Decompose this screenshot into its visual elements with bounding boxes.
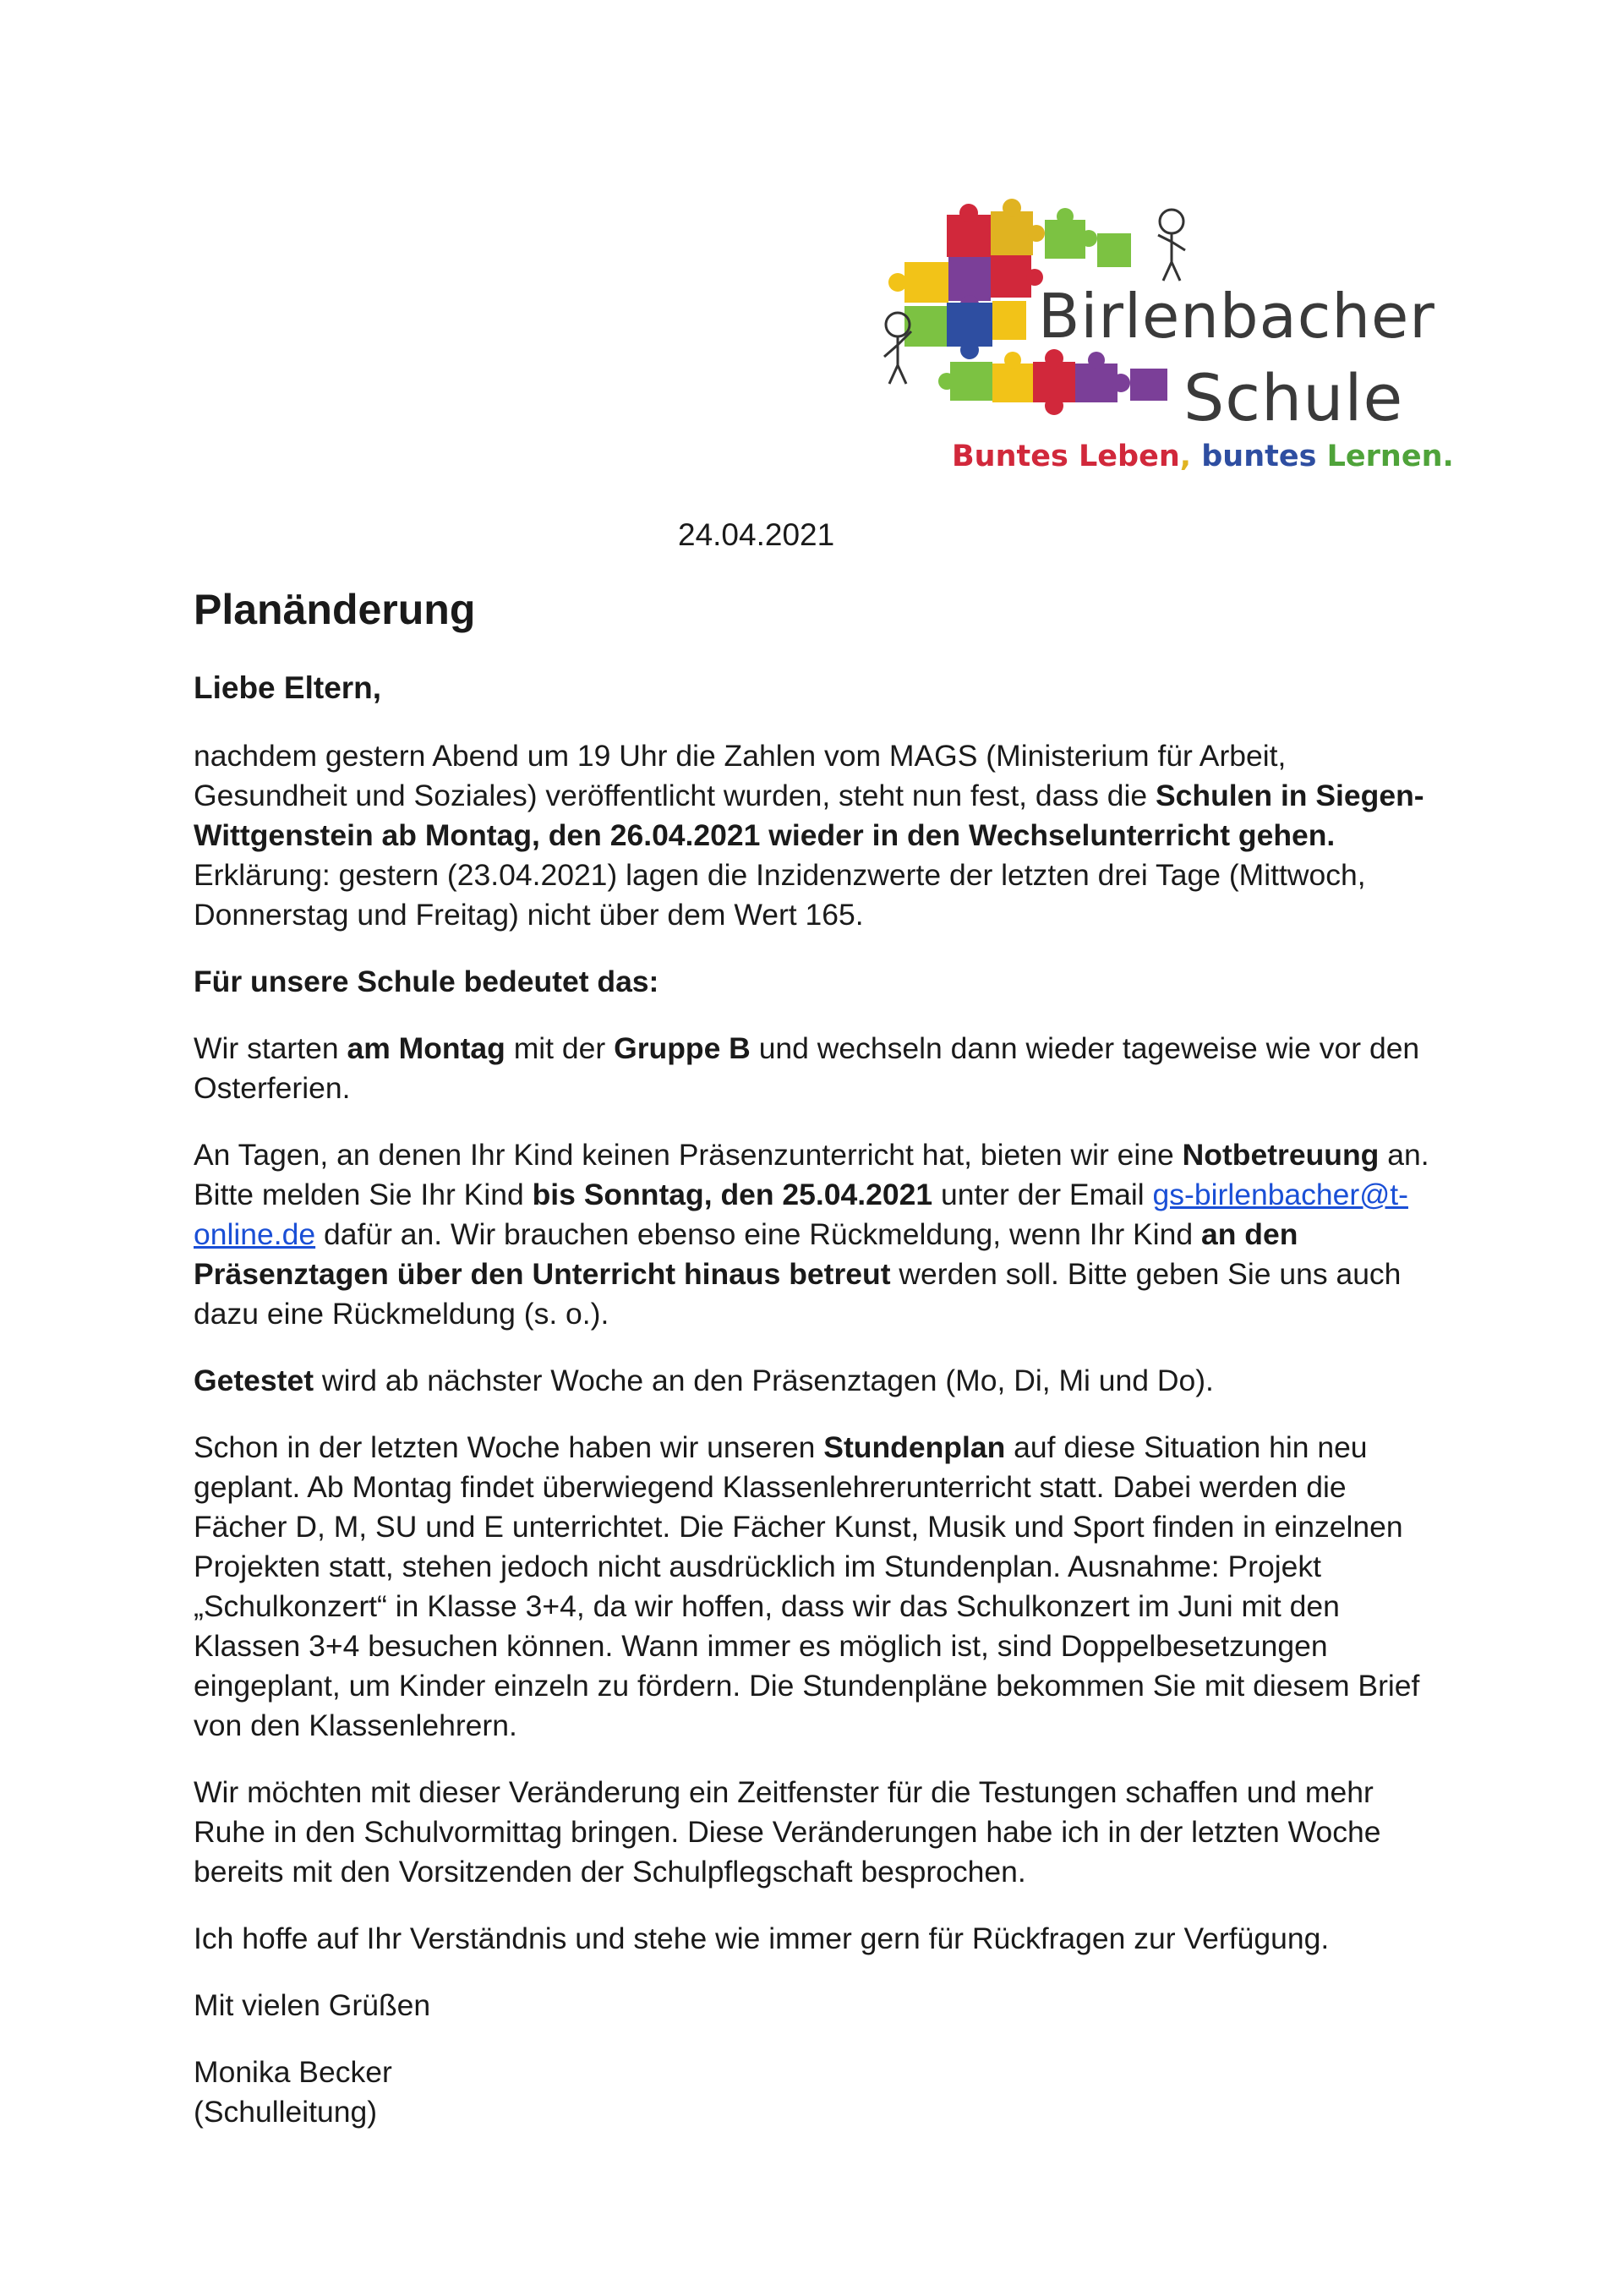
paragraph-bold-text: Getestet (194, 1364, 314, 1397)
letter-body (194, 668, 1445, 2132)
stick-figure-right (1158, 210, 1185, 281)
paragraph-bold-text: am Montag (347, 1031, 505, 1065)
paragraph-time-window: Wir möchten mit dieser Veränderung ein Zeitfenster für die Testungen schaffen und mehr Ruhe in den Schulvormittag bringen. Diese Veränderungen habe ich in der letzten Woche bereits mit den Vorsitzenden der Schulpflegschaft besprochen. (194, 1775, 1381, 1889)
paragraph-timetable (194, 1428, 1445, 1746)
school-logo (879, 196, 1454, 484)
paragraph-bold-text: Gruppe B (614, 1031, 751, 1065)
paragraph-testing (194, 1361, 1445, 1401)
paragraph-subheading (194, 962, 1445, 1002)
paragraph-text: an. Bitte melden Sie Ihr Kind (194, 1138, 1429, 1211)
letter-date: 24.04.2021 (678, 517, 835, 552)
letter-title: Planänderung (194, 586, 476, 633)
paragraph-understanding: Ich hoffe auf Ihr Verständnis und stehe wie immer gern für Rückfragen zur Verfügung. (194, 1922, 1330, 1955)
signature-role: (Schulleitung) (194, 2095, 378, 2129)
paragraph-text: nachdem gestern Abend um 19 Uhr die Zahlen vom MAGS (Ministerium für Arbeit, Gesundheit und Soziales) veröffentlicht wurden, steht nun fest, dass die (194, 739, 1287, 812)
paragraph-text: Wir starten (194, 1031, 347, 1065)
paragraph-start-group (194, 1029, 1445, 1108)
paragraph-text: dafür an. Wir brauchen ebenso eine Rückmeldung, wenn Ihr Kind (315, 1217, 1201, 1251)
paragraph-text: werden soll. Bitte geben Sie uns auch dazu eine Rückmeldung (s. o.). (194, 1257, 1402, 1331)
paragraph-text: Schon in der letzten Woche haben wir unseren (194, 1430, 824, 1464)
paragraph-text: mit der (505, 1031, 615, 1065)
paragraph-text: unter der Email (932, 1178, 1153, 1211)
logo-tagline (952, 440, 1454, 473)
paragraph-bold-text: an den Präsenztagen über den Unterricht hinaus betreut (194, 1217, 1298, 1291)
tagline-part1: Buntes Leben (952, 440, 1180, 473)
paragraph-bold-text: Stundenplan (823, 1430, 1006, 1464)
logo-school-name-line1: Birlenbacher (1038, 281, 1435, 352)
paragraph-explanation: Erklärung: gestern (23.04.2021) lagen die Inzidenzwerte der letzten drei Tage (Mittwoch, Donnerstag und Freitag) nicht über dem Wert 165. (194, 858, 1366, 932)
paragraph-text: und wechseln dann wieder tageweise wie vor den Osterferien. (194, 1031, 1420, 1105)
letter-greeting: Liebe Eltern, (194, 670, 382, 705)
tagline-separator: , (1179, 440, 1202, 473)
signature-name: Monika Becker (194, 2055, 392, 2089)
subheading-text: Für unsere Schule bedeutet das: (194, 965, 659, 998)
paragraph-emergency-care (194, 1135, 1445, 1334)
paragraph-bold-text: bis Sonntag, den 25.04.2021 (532, 1178, 933, 1211)
paragraph-text: wird ab nächster Woche an den Präsenztagen (Mo, Di, Mi und Do). (314, 1364, 1214, 1397)
paragraph-text: auf diese Situation hin neu geplant. Ab Montag findet überwiegend Klassenlehrerunterricht statt. Dabei werden die Fächer D, M, SU und E unterrichtet. Die Fächer Kunst, Musik und Sport finden in einzelnen Projekten statt, stehen jedoch nicht ausdrücklich im Stundenplan. Ausnahme: Projekt „Schulkonzert“ in Klasse 3+4, da wir hoffen, dass wir das Schulkonzert im Juni mit den Klassen 3+4 besuchen können. Wann immer es möglich ist, sind Doppelbesetzungen eingeplant, um Kinder einzeln zu fördern. Die Stundenpläne bekommen Sie mit diesem Brief von den Klassenlehrern. (194, 1430, 1420, 1742)
tagline-part3: Lernen. (1316, 440, 1454, 473)
logo-school-name-line2: Schule (1183, 360, 1404, 435)
paragraph-bold-text: Schulen in Siegen-Wittgenstein ab Montag, den 26.04.2021 wieder in den Wechselunterricht gehen. (194, 779, 1424, 852)
paragraph-announcement (194, 736, 1445, 856)
paragraph-text: An Tagen, an denen Ihr Kind keinen Präsenzunterricht hat, bieten wir eine (194, 1138, 1183, 1172)
letter-closing: Mit vielen Grüßen (194, 1988, 431, 2022)
email-link[interactable]: gs-birlenbacher@t-online.de (194, 1178, 1408, 1251)
paragraph-bold-text: Notbetreuung (1182, 1138, 1380, 1172)
tagline-part2: buntes (1201, 440, 1317, 473)
